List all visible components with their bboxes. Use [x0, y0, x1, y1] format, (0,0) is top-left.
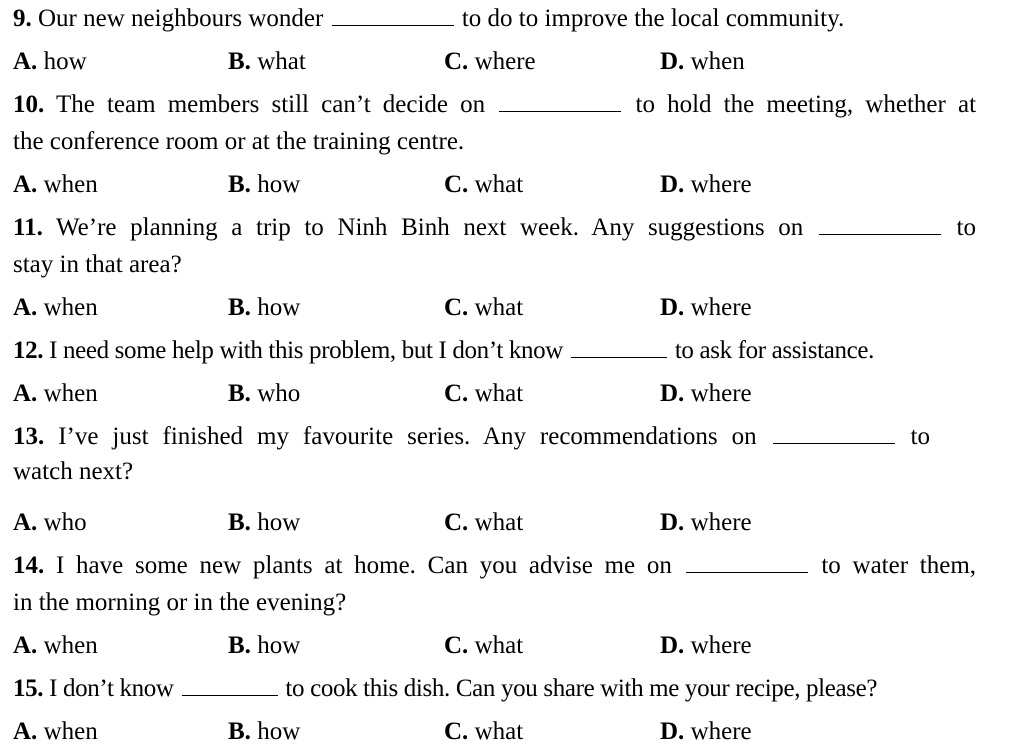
option-b: [228, 47, 306, 77]
option-b: [228, 293, 300, 323]
option-b: [228, 170, 300, 200]
option-letter: B.: [228, 48, 251, 75]
option-d: [660, 170, 752, 200]
option-letter: A.: [13, 718, 38, 745]
option-text: where: [690, 632, 752, 659]
option-text: how: [257, 632, 301, 659]
option-text: where: [690, 718, 752, 745]
option-letter: A.: [13, 48, 38, 75]
option-letter: C.: [444, 718, 469, 745]
option-letter: A.: [13, 294, 38, 321]
option-b: [228, 717, 300, 747]
option-letter: B.: [228, 632, 251, 659]
option-a: [13, 508, 87, 538]
option-text: what: [474, 171, 524, 198]
option-letter: D.: [660, 509, 685, 536]
question-text-before: We’re planning a trip to Ninh Binh next week. Any suggestions on: [42, 214, 804, 241]
option-b: [228, 379, 300, 409]
option-text: what: [474, 718, 524, 745]
option-text: what: [474, 509, 524, 536]
option-d: [660, 293, 752, 323]
question-text-after: to: [956, 214, 976, 241]
question-13-continuation: watch next?: [13, 458, 134, 485]
option-text: when: [43, 294, 98, 321]
option-letter: B.: [228, 171, 251, 198]
question-number: 14.: [13, 552, 45, 579]
option-a: [13, 47, 87, 77]
option-text: how: [257, 509, 301, 536]
option-text: what: [257, 48, 306, 75]
option-c: [444, 293, 523, 323]
question-9-options: [13, 47, 913, 77]
option-letter: D.: [660, 380, 685, 407]
option-text: how: [257, 718, 301, 745]
option-d: [660, 717, 752, 747]
question-number: 9.: [13, 5, 32, 32]
option-text: what: [474, 294, 524, 321]
option-c: [444, 631, 523, 661]
option-text: where: [690, 509, 752, 536]
option-text: what: [474, 632, 524, 659]
option-text: how: [257, 171, 301, 198]
question-text-before: I have some new plants at home. Can you advise me on: [44, 552, 672, 579]
option-text: where: [690, 171, 752, 198]
option-letter: B.: [228, 380, 251, 407]
question-text-before: I don’t know: [43, 675, 174, 702]
option-c: [444, 508, 523, 538]
question-number: 12.: [13, 337, 44, 364]
question-13-options: [13, 508, 913, 538]
option-letter: D.: [660, 48, 685, 75]
option-a: [13, 717, 98, 747]
question-10-options: [13, 170, 913, 200]
option-d: [660, 379, 752, 409]
question-14-continuation: in the morning or in the evening?: [13, 589, 347, 616]
option-letter: B.: [228, 294, 251, 321]
question-text-after: to water them,: [821, 552, 977, 579]
option-text: how: [43, 48, 87, 75]
option-letter: C.: [444, 48, 469, 75]
option-letter: C.: [444, 380, 469, 407]
option-letter: A.: [13, 171, 38, 198]
option-text: where: [690, 294, 752, 321]
question-number: 10.: [13, 91, 45, 118]
question-number: 15.: [13, 675, 44, 702]
option-d: [660, 508, 752, 538]
option-letter: B.: [228, 718, 251, 745]
answer-blank: [182, 677, 278, 696]
question-number: 11.: [13, 214, 43, 241]
option-a: [13, 170, 98, 200]
question-10-continuation: the conference room or at the training centre.: [13, 128, 465, 155]
question-14-options: [13, 631, 913, 661]
question-15-options: [13, 717, 913, 747]
option-c: [444, 717, 523, 747]
option-text: when: [690, 48, 745, 75]
question-text-before: I’ve just finished my favourite series. Any recommendations on: [44, 423, 757, 450]
question-15-stem: [13, 674, 877, 704]
question-number: 13.: [13, 423, 45, 450]
option-d: [660, 47, 745, 77]
option-b: [228, 631, 300, 661]
answer-blank: [773, 425, 895, 444]
answer-blank: [686, 554, 808, 573]
question-12-stem: [13, 336, 874, 366]
answer-blank: [499, 93, 621, 112]
option-c: [444, 379, 523, 409]
answer-blank: [332, 7, 454, 26]
option-text: who: [43, 509, 87, 536]
question-text-after: to ask for assistance.: [674, 337, 875, 364]
question-11-options: [13, 293, 913, 323]
option-letter: D.: [660, 718, 685, 745]
option-letter: A.: [13, 632, 38, 659]
question-12-options: [13, 379, 913, 409]
option-a: [13, 379, 98, 409]
option-text: when: [43, 718, 98, 745]
question-text-before: Our new neighbours wonder: [31, 5, 324, 32]
option-letter: D.: [660, 632, 685, 659]
option-letter: D.: [660, 171, 685, 198]
option-letter: B.: [228, 509, 251, 536]
question-text-after: to: [910, 423, 930, 450]
question-text-after: to do to improve the local community.: [461, 5, 845, 32]
option-letter: C.: [444, 294, 469, 321]
option-text: who: [257, 380, 301, 407]
answer-blank: [571, 339, 667, 358]
option-a: [13, 293, 98, 323]
option-letter: A.: [13, 509, 38, 536]
option-text: when: [43, 632, 98, 659]
option-c: [444, 47, 536, 77]
option-letter: D.: [660, 294, 685, 321]
question-text-after: to hold the meeting, whether at: [635, 91, 977, 118]
option-letter: C.: [444, 632, 469, 659]
option-letter: C.: [444, 509, 469, 536]
question-14-stem: [13, 551, 976, 581]
option-text: when: [43, 171, 98, 198]
question-text-before: I need some help with this problem, but I don’t know: [43, 337, 564, 364]
option-text: where: [474, 48, 536, 75]
question-11-continuation: stay in that area?: [13, 251, 182, 278]
option-text: when: [43, 380, 98, 407]
option-text: how: [257, 294, 301, 321]
option-letter: A.: [13, 380, 38, 407]
option-a: [13, 631, 98, 661]
question-text-before: The team members still can’t decide on: [44, 91, 486, 118]
question-13-stem: [13, 422, 930, 452]
option-b: [228, 508, 300, 538]
question-10-stem: [13, 90, 976, 120]
option-letter: C.: [444, 171, 469, 198]
question-11-stem: [13, 213, 976, 243]
option-d: [660, 631, 752, 661]
answer-blank: [819, 216, 941, 235]
option-text: where: [690, 380, 752, 407]
question-9-stem: [13, 4, 844, 34]
option-c: [444, 170, 523, 200]
question-text-after: to cook this dish. Can you share with me your recipe, please?: [285, 675, 878, 702]
option-text: what: [474, 380, 524, 407]
